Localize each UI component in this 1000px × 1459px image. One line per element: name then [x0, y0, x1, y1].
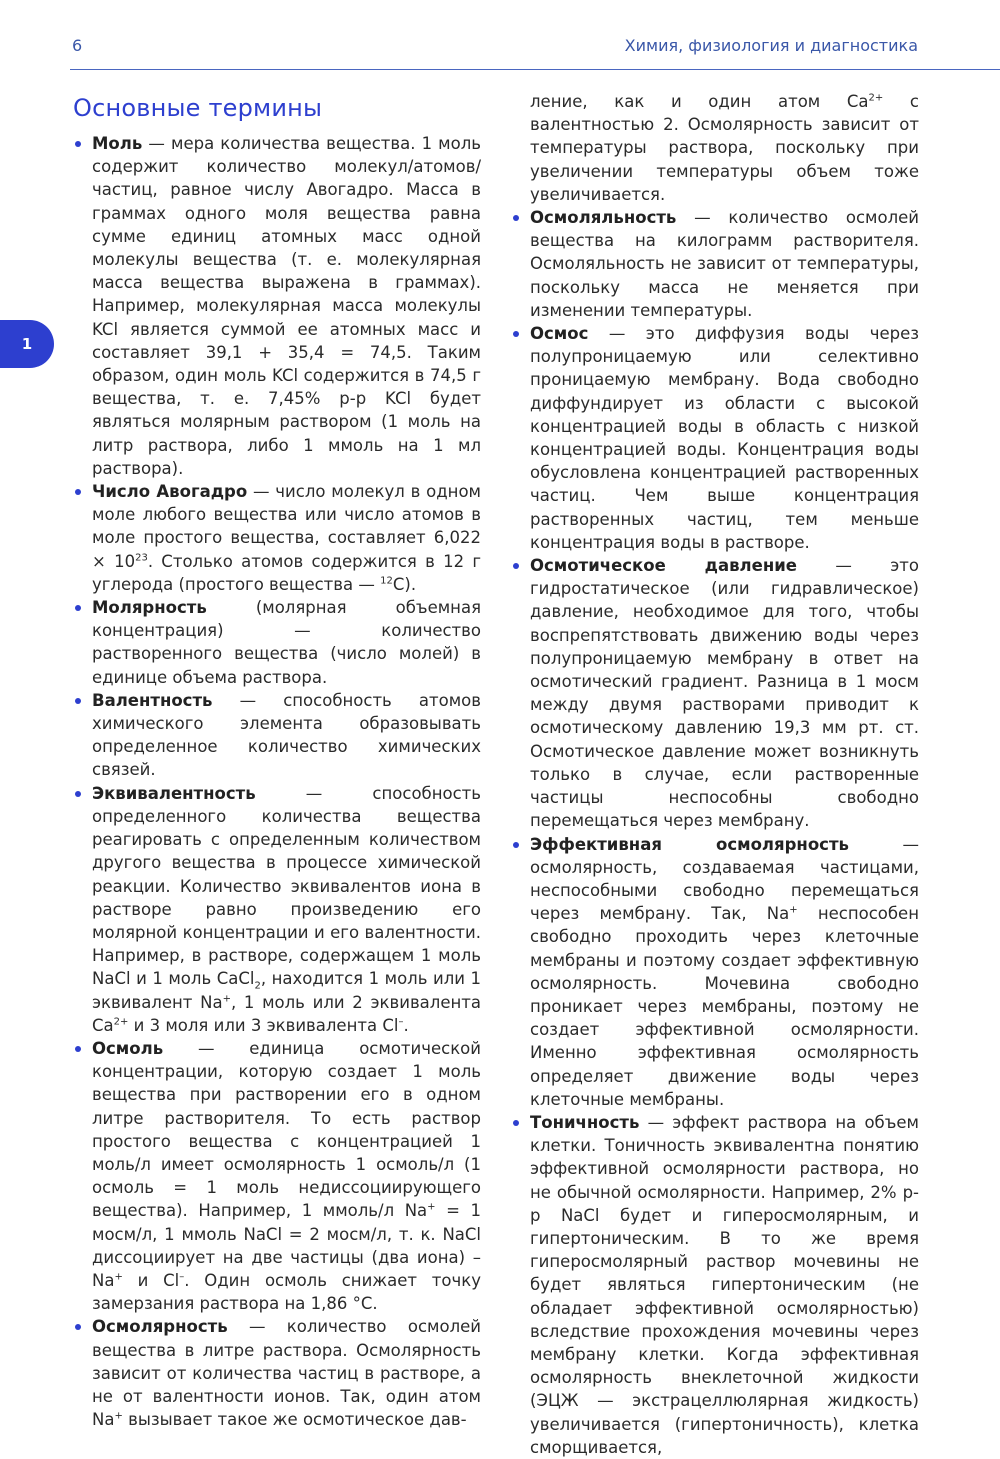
term-definition: — это гидростатическое (или гидравлическое) давление, необходимое для того, чтобы воспрепятствовать движению воды через полупроницаемую мембрану в ответ на осмотический градиент. Разница в 1 мосм между двумя растворами приводит к осмотическому давлению 19,3 мм рт. ст. Осмотическое давление может возникнуть только в случае, если растворенные частицы неспособны свободно перемещаться через мембрану.: [530, 556, 919, 831]
superscript: –: [179, 1271, 185, 1283]
superscript: 23: [135, 552, 148, 564]
term-definition: и 3 моля или 3 эквивалента Cl: [128, 1015, 399, 1035]
term-definition: — это диффузия воды через полупроницаемую или селективно проницаемую мембрану. Вода свободно диффундирует из области с высокой концентрацией воды в область с низкой концентрацией воды. Концентрация воды обусловлена концентрацией растворенных частиц. Чем выше концентрация растворенных частиц, тем меньше концентрация воды в растворе.: [530, 324, 919, 552]
term-definition: вызывает такое же осмотическое дав-: [122, 1410, 467, 1430]
term-definition: = 1 мосм/л, 1 ммоль NaCl = 2 мосм/л, т. к. NaCl диссоциирует на две частицы (два иона) – Na: [92, 1201, 481, 1290]
superscript: +: [789, 904, 798, 916]
term-effective-osmolarity: [511, 833, 919, 1111]
term-osmosis: [511, 322, 919, 554]
superscript: 12: [380, 575, 393, 587]
term-definition: , 1 моль или 2 эквивалента Ca: [92, 992, 481, 1035]
running-title: Химия, физиология и диагностика: [624, 36, 918, 55]
term-label: Осмоль: [92, 1038, 164, 1058]
term-label: Число Авогадро: [92, 482, 248, 502]
term-definition: ление, как и один атом Ca: [530, 92, 869, 111]
term-label: Осмолярность: [92, 1317, 228, 1337]
term-label: Осмос: [530, 324, 589, 344]
term-label: Осмотическое давление: [530, 556, 797, 576]
left-column: [73, 90, 481, 1431]
term-definition: .: [403, 1015, 409, 1035]
term-definition: C).: [392, 574, 417, 594]
term-definition: — эффект раствора на объем клетки. Тоничность эквивалентна понятию эффективной осмолярности раствора, но не обычной осмолярности. Например, 2% р-р NaCl будет и гиперосмолярным, и гипертоническим. В то же время гиперосмолярный раствор мочевины не будет являться гипертоническим (не обладает эффективной осмолярностью) вследствие прохождения мочевины через мембрану клетки. Когда эффективная осмолярность внеклеточной жидкости (ЭЦЖ — экстрацеллюлярная жидкость) увеличивается (гипертоничность), клетка сморщивается,: [530, 1112, 919, 1457]
header-rule: [70, 69, 1000, 70]
term-definition: — число молекул в одном моле любого вещества или число атомов в моле простого вещества, составляет 6,022 × 10: [92, 482, 481, 571]
term-definition: — единица осмотической концентрации, которую создает 1 моль вещества при растворении его в одном литре растворителя. То есть раствор простого вещества с концентрацией 1 моль/л имеет осмолярность 1 осмоль/л (1 осмоль = 1 моль недиссоциирующего вещества). Например, 1 ммоль/л Na: [92, 1038, 481, 1221]
term-osmolarity-continued: [511, 90, 919, 206]
term-definition: (молярная объемная концентрация) — количество растворенного вещества (число молей) в единице объема раствора.: [92, 598, 481, 687]
term-label: Тоничность: [530, 1112, 640, 1132]
term-osmolality: [511, 206, 919, 322]
term-tonicity: [511, 1111, 919, 1459]
term-label: Моль: [92, 134, 143, 153]
term-mol: [73, 132, 481, 480]
chapter-tab: 1: [0, 320, 54, 368]
term-definition: — способность атомов химического элемента образовывать определенное количество химических связей.: [92, 690, 481, 780]
term-definition: неспособен свободно проходить через клеточные мембраны и поэтому создает эффективную осмолярность. Мочевина свободно проникает через мембраны, поэтому не создает эффективной осмолярности. Именно эффективная осмолярность определяет движение воды через клеточные мембраны.: [530, 904, 919, 1109]
term-label: Эквивалентность: [92, 783, 256, 803]
term-definition: — количество осмолей вещества на килограмм растворителя. Осмоляльность не зависит от температуры, поскольку масса не меняется при изменении температуры.: [530, 208, 919, 320]
right-column: [511, 90, 919, 1459]
term-label: Осмоляльность: [530, 208, 677, 228]
term-osmotic-pressure: [511, 554, 919, 832]
superscript: +: [114, 1271, 123, 1283]
term-osmol: [73, 1037, 481, 1315]
term-definition: — мера количества вещества. 1 моль содержит количество молекул/атомов/частиц, равное числу Авогадро. Масса в граммах одного моля вещества равна сумме единиц атомных масс одной молекулы вещества (т. е. молекулярная масса вещества выражена в граммах). Например, молекулярная масса молекулы KCl является суммой ее атомных масс и составляет 39,1 + 35,4 = 74,5. Таким образом, один моль KCl содержится в 74,5 г вещества, т. е. 7,45% р-р KCl будет являться молярным раствором (1 моль на литр раствора, либо 1 ммоль на 1 мл раствора).: [92, 134, 481, 478]
term-definition: — способность определенного количества вещества реагировать с определенным количеством другого вещества в процессе химической реакции. Количество эквивалентов иона в растворе равно произведению его молярной концентрации и его валентности. Например, в растворе, содержащем 1 моль NaCl и 1 моль CaCl: [92, 783, 481, 989]
term-label: Эффективная осмолярность: [530, 834, 849, 854]
superscript: +: [222, 993, 231, 1005]
term-valence: [73, 689, 481, 782]
term-definition: и Cl: [122, 1270, 180, 1290]
superscript: 2+: [113, 1016, 129, 1028]
term-equivalence: [73, 782, 481, 1037]
superscript: +: [114, 1410, 123, 1422]
term-molarity: [73, 596, 481, 689]
term-osmolarity: [73, 1315, 481, 1431]
term-avogadro: [73, 480, 481, 596]
term-label: Валентность: [92, 690, 213, 710]
section-title: Основные термины: [73, 94, 323, 122]
term-definition: — количество осмолей вещества в литре раствора. Осмолярность зависит от количества частиц в растворе, а не от валентности ионов. Так, один атом Na: [92, 1317, 481, 1430]
page-number: 6: [72, 36, 83, 55]
superscript: +: [427, 1201, 436, 1213]
superscript: –: [398, 1016, 404, 1028]
term-definition: — осмолярность, создаваемая частицами, неспособными свободно перемещаться через мембрану. Так, Na: [530, 834, 919, 924]
term-definition: . Столько атомов содержится в 12 г углерода (простого вещества —: [92, 551, 481, 594]
superscript: 2+: [868, 92, 884, 104]
term-label: Молярность: [92, 598, 207, 618]
term-definition: с валентностью 2. Осмолярность зависит от температуры раствора, поскольку при увеличении температуры объем тоже увеличивается.: [530, 92, 919, 204]
subscript: 2: [254, 980, 261, 992]
term-definition: . Один осмоль снижает точку замерзания раствора на 1,86 °C.: [92, 1270, 481, 1314]
term-definition: , находится 1 моль или 1 эквивалент Na: [92, 969, 481, 1012]
